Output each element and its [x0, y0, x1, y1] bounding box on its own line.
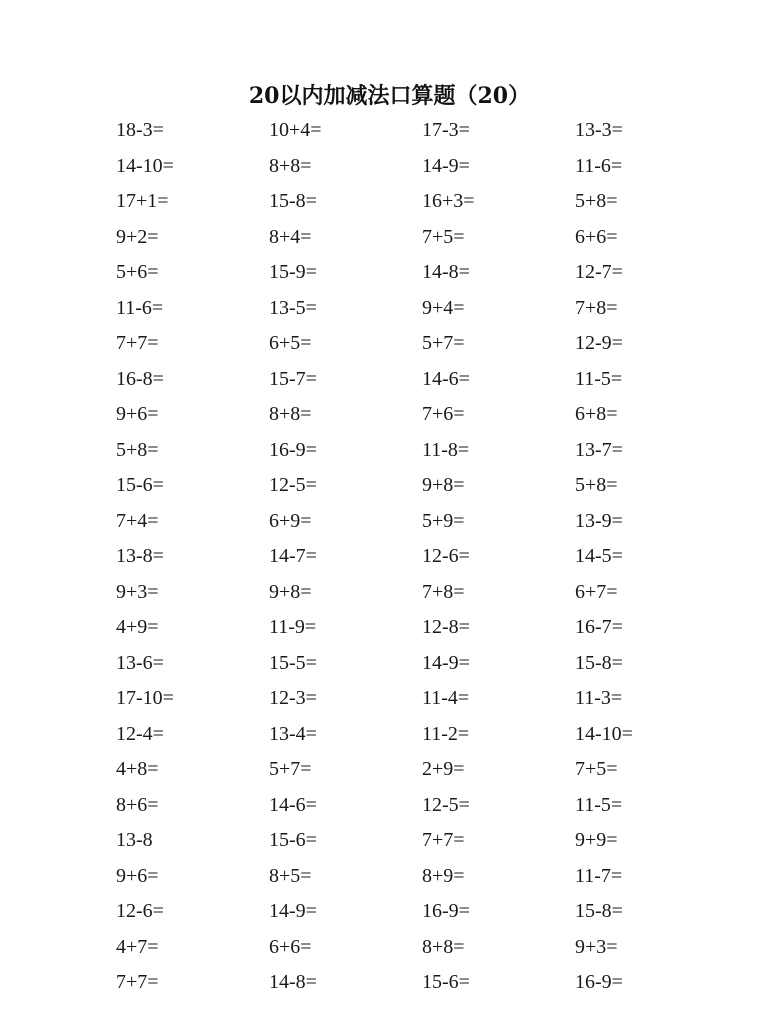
problem-item: 10+4= — [269, 119, 322, 141]
problem-item: 13-3= — [575, 119, 623, 141]
problem-row — [116, 539, 736, 575]
problem-item: 15-8= — [269, 190, 317, 212]
problem-row — [116, 575, 736, 611]
problem-item: 17-3= — [422, 119, 470, 141]
problem-item: 8+6= — [116, 793, 159, 816]
problem-item: 16+3= — [422, 190, 475, 212]
problem-item: 7+5= — [422, 225, 465, 248]
problem-item: 6+8= — [575, 403, 618, 425]
problem-item: 6+7= — [575, 580, 618, 603]
problem-item: 6+6= — [575, 225, 618, 248]
problem-item: 2+9= — [422, 758, 465, 780]
problem-item: 4+9= — [116, 616, 159, 638]
problem-item: 11-3= — [575, 687, 623, 709]
problem-row — [116, 610, 736, 646]
problem-item: 11-5= — [575, 367, 623, 390]
problem-row — [116, 397, 736, 433]
problem-item: 13-9= — [575, 509, 623, 532]
problem-item: 14-7= — [269, 545, 317, 567]
problem-item: 12-6= — [422, 545, 470, 567]
problem-item: 17+1= — [116, 190, 169, 212]
problem-item: 12-5= — [269, 474, 317, 496]
problem-item: 6+5= — [269, 332, 312, 354]
problem-item: 8+9= — [422, 864, 465, 887]
problem-item: 13-8 — [116, 829, 153, 851]
problem-item: 8+8= — [269, 403, 312, 425]
problem-item: 12-6= — [116, 900, 164, 922]
problem-row — [116, 468, 736, 504]
problem-item: 6+9= — [269, 509, 312, 532]
problem-item: 5+8= — [116, 438, 159, 461]
problem-row — [116, 823, 736, 859]
problem-item: 15-5= — [269, 651, 317, 674]
problem-item: 9+3= — [116, 580, 159, 603]
problem-row — [116, 646, 736, 682]
problem-row — [116, 930, 736, 966]
problem-item: 12-7= — [575, 261, 623, 283]
problem-item: 14-6= — [422, 367, 470, 390]
problem-item: 5+7= — [269, 758, 312, 780]
problem-item: 11-8= — [422, 438, 470, 461]
problem-row — [116, 681, 736, 717]
problem-item: 8+4= — [269, 225, 312, 248]
problem-item: 12-8= — [422, 616, 470, 638]
problem-item: 4+7= — [116, 935, 159, 958]
problem-item: 9+9= — [575, 829, 618, 851]
problem-row — [116, 326, 736, 362]
problem-item: 5+8= — [575, 190, 618, 212]
problem-item: 9+8= — [269, 580, 312, 603]
problem-item: 11-5= — [575, 793, 623, 816]
problem-item: 15-6= — [422, 971, 470, 993]
problem-item: 5+6= — [116, 261, 159, 283]
problem-row — [116, 965, 736, 1001]
problem-item: 9+2= — [116, 225, 159, 248]
problem-row — [116, 291, 736, 327]
problem-item: 9+8= — [422, 474, 465, 496]
problem-item: 4+8= — [116, 758, 159, 780]
problem-item: 16-8= — [116, 367, 164, 390]
problem-item: 13-6= — [116, 651, 164, 674]
problem-item: 14-6= — [269, 793, 317, 816]
problem-item: 7+6= — [422, 403, 465, 425]
problem-row — [116, 362, 736, 398]
problem-item: 15-8= — [575, 900, 623, 922]
problem-item: 15-6= — [269, 829, 317, 851]
problem-item: 11-6= — [116, 296, 164, 319]
problem-item: 12-4= — [116, 722, 164, 745]
problem-item: 9+6= — [116, 864, 159, 887]
problem-item: 7+4= — [116, 509, 159, 532]
problem-item: 15-7= — [269, 367, 317, 390]
problem-item: 14-9= — [422, 154, 470, 177]
problem-item: 14-8= — [422, 261, 470, 283]
problem-item: 11-7= — [575, 864, 623, 887]
problem-item: 12-9= — [575, 332, 623, 354]
problem-row — [116, 433, 736, 469]
problem-item: 8+8= — [269, 154, 312, 177]
problem-item: 7+8= — [422, 580, 465, 603]
problem-item: 16-9= — [422, 900, 470, 922]
problem-item: 13-7= — [575, 438, 623, 461]
problem-item: 7+7= — [422, 829, 465, 851]
problem-row — [116, 184, 736, 220]
problem-item: 16-9= — [269, 438, 317, 461]
problem-item: 11-9= — [269, 616, 317, 638]
problem-item: 15-8= — [575, 651, 623, 674]
problem-item: 16-7= — [575, 616, 623, 638]
problem-item: 7+8= — [575, 296, 618, 319]
problem-item: 7+5= — [575, 758, 618, 780]
problem-item: 9+3= — [575, 935, 618, 958]
problem-row — [116, 788, 736, 824]
problem-item: 7+7= — [116, 971, 159, 993]
problem-item: 5+8= — [575, 474, 618, 496]
problem-item: 5+9= — [422, 509, 465, 532]
problem-row — [116, 752, 736, 788]
problem-row — [116, 113, 736, 149]
problem-item: 13-4= — [269, 722, 317, 745]
problem-item: 18-3= — [116, 119, 164, 141]
problem-item: 9+4= — [422, 296, 465, 319]
problem-item: 14-5= — [575, 545, 623, 567]
problem-item: 14-10= — [575, 722, 633, 745]
problem-item: 17-10= — [116, 687, 174, 709]
problem-item: 14-9= — [269, 900, 317, 922]
problem-row — [116, 859, 736, 895]
problem-row — [116, 255, 736, 291]
problem-item: 14-8= — [269, 971, 317, 993]
problem-item: 5+7= — [422, 332, 465, 354]
problem-item: 12-5= — [422, 793, 470, 816]
problem-item: 11-4= — [422, 687, 470, 709]
problem-item: 14-9= — [422, 651, 470, 674]
problem-row — [116, 717, 736, 753]
problem-item: 11-2= — [422, 722, 470, 745]
problem-row — [116, 149, 736, 185]
problem-item: 16-9= — [575, 971, 623, 993]
problem-row — [116, 894, 736, 930]
problem-item: 8+5= — [269, 864, 312, 887]
page-title: 20以内加减法口算题（20） — [248, 83, 531, 109]
problem-item: 13-5= — [269, 296, 317, 319]
problem-item: 11-6= — [575, 154, 623, 177]
problem-row — [116, 504, 736, 540]
problem-item: 12-3= — [269, 687, 317, 709]
problem-item: 8+8= — [422, 935, 465, 958]
problem-item: 9+6= — [116, 403, 159, 425]
problem-item: 15-6= — [116, 474, 164, 496]
problem-item: 15-9= — [269, 261, 317, 283]
problem-item: 6+6= — [269, 935, 312, 958]
problem-item: 14-10= — [116, 154, 174, 177]
problem-row — [116, 220, 736, 256]
problem-item: 13-8= — [116, 545, 164, 567]
problem-item: 7+7= — [116, 332, 159, 354]
problem-grid — [116, 113, 736, 1001]
